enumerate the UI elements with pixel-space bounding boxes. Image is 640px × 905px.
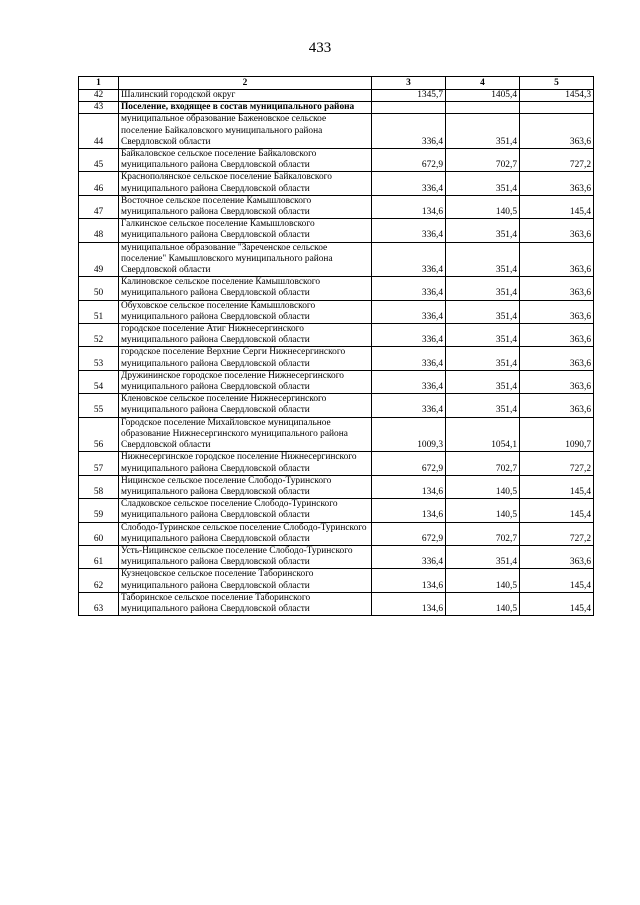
row-number-cell: 46 [79, 172, 119, 195]
municipality-name-cell: Кузнецовское сельское поселение Таборинского муниципального района Свердловской области [119, 569, 372, 592]
allocation-table [78, 76, 594, 616]
table-row [79, 475, 594, 498]
value-col4-cell [446, 102, 520, 114]
table-row [79, 149, 594, 172]
value-col5-cell: 363,6 [520, 370, 594, 393]
value-col4-cell: 351,4 [446, 219, 520, 242]
table-body [79, 90, 594, 616]
row-number-cell: 48 [79, 219, 119, 242]
value-col3-cell: 1009,3 [372, 417, 446, 452]
value-col3-cell: 134,6 [372, 499, 446, 522]
municipality-name-cell: муниципальное образование Баженовское сельское поселение Байкаловского муниципального района Свердловской области [119, 114, 372, 149]
value-col4-cell: 702,7 [446, 452, 520, 475]
table-row [79, 102, 594, 114]
column-header-row [79, 77, 594, 90]
value-col4-cell: 351,4 [446, 242, 520, 277]
table-row [79, 370, 594, 393]
value-col3-cell: 336,4 [372, 277, 446, 300]
row-number-cell: 56 [79, 417, 119, 452]
value-col4-cell: 351,4 [446, 545, 520, 568]
value-col3-cell: 134,6 [372, 569, 446, 592]
value-col5-cell: 363,6 [520, 545, 594, 568]
value-col4-cell: 702,7 [446, 522, 520, 545]
value-col4-cell: 140,5 [446, 592, 520, 615]
table-row [79, 242, 594, 277]
table-row [79, 417, 594, 452]
table-row [79, 90, 594, 102]
value-col5-cell: 1454,3 [520, 90, 594, 102]
value-col3-cell: 672,9 [372, 149, 446, 172]
value-col4-cell: 351,4 [446, 114, 520, 149]
municipality-name-cell: Ницинское сельское поселение Слободо-Туринского муниципального района Свердловской области [119, 475, 372, 498]
municipality-name-cell: городское поселение Верхние Серги Нижнесергинского муниципального района Свердловской области [119, 347, 372, 370]
municipality-name-cell: Кленовское сельское поселение Нижнесергинского муниципального района Свердловской области [119, 394, 372, 417]
value-col3-cell: 336,4 [372, 545, 446, 568]
value-col4-cell: 140,5 [446, 195, 520, 218]
value-col5-cell: 363,6 [520, 300, 594, 323]
row-number-cell: 62 [79, 569, 119, 592]
value-col3-cell: 1345,7 [372, 90, 446, 102]
municipality-name-cell: Обуховское сельское поселение Камышловского муниципального района Свердловской области [119, 300, 372, 323]
row-number-cell: 51 [79, 300, 119, 323]
table-row [79, 522, 594, 545]
value-col5-cell: 145,4 [520, 475, 594, 498]
municipality-name-cell: городское поселение Атиг Нижнесергинского муниципального района Свердловской области [119, 324, 372, 347]
column-header: 3 [372, 77, 446, 90]
value-col3-cell: 336,4 [372, 347, 446, 370]
municipality-name-cell: Дружининское городское поселение Нижнесергинского муниципального района Свердловской области [119, 370, 372, 393]
row-number-cell: 47 [79, 195, 119, 218]
table-row [79, 499, 594, 522]
value-col5-cell: 145,4 [520, 569, 594, 592]
value-col4-cell: 351,4 [446, 347, 520, 370]
value-col5-cell: 727,2 [520, 522, 594, 545]
municipality-name-cell: Калиновское сельское поселение Камышловского муниципального района Свердловской области [119, 277, 372, 300]
row-number-cell: 54 [79, 370, 119, 393]
row-number-cell: 43 [79, 102, 119, 114]
value-col4-cell: 351,4 [446, 394, 520, 417]
row-number-cell: 61 [79, 545, 119, 568]
value-col3-cell: 336,4 [372, 300, 446, 323]
municipality-name-cell: Восточное сельское поселение Камышловского муниципального района Свердловской области [119, 195, 372, 218]
value-col5-cell: 145,4 [520, 499, 594, 522]
municipality-name-cell: Байкаловское сельское поселение Байкаловского муниципального района Свердловской области [119, 149, 372, 172]
table-row [79, 195, 594, 218]
value-col5-cell: 363,6 [520, 394, 594, 417]
value-col4-cell: 140,5 [446, 499, 520, 522]
table-row [79, 219, 594, 242]
table-row [79, 545, 594, 568]
value-col5-cell: 363,6 [520, 172, 594, 195]
column-header: 1 [79, 77, 119, 90]
table-row [79, 114, 594, 149]
row-number-cell: 63 [79, 592, 119, 615]
municipality-name-cell: Слободо-Туринское сельское поселение Слободо-Туринского муниципального района Свердловской области [119, 522, 372, 545]
value-col4-cell: 1405,4 [446, 90, 520, 102]
row-number-cell: 60 [79, 522, 119, 545]
municipality-name-cell: Поселение, входящее в состав муниципального района [119, 102, 372, 114]
value-col5-cell [520, 102, 594, 114]
table-row [79, 569, 594, 592]
value-col4-cell: 351,4 [446, 370, 520, 393]
row-number-cell: 53 [79, 347, 119, 370]
table-row [79, 172, 594, 195]
value-col3-cell: 336,4 [372, 394, 446, 417]
value-col4-cell: 351,4 [446, 172, 520, 195]
value-col3-cell: 336,4 [372, 370, 446, 393]
municipality-name-cell: Краснополянское сельское поселение Байкаловского муниципального района Свердловской области [119, 172, 372, 195]
table-row [79, 277, 594, 300]
row-number-cell: 50 [79, 277, 119, 300]
municipality-name-cell: Усть-Ницинское сельское поселение Слободо-Туринского муниципального района Свердловской области [119, 545, 372, 568]
value-col4-cell: 140,5 [446, 475, 520, 498]
row-number-cell: 42 [79, 90, 119, 102]
value-col3-cell: 134,6 [372, 195, 446, 218]
value-col5-cell: 363,6 [520, 242, 594, 277]
row-number-cell: 52 [79, 324, 119, 347]
table-row [79, 347, 594, 370]
row-number-cell: 58 [79, 475, 119, 498]
value-col5-cell: 145,4 [520, 195, 594, 218]
row-number-cell: 57 [79, 452, 119, 475]
column-header: 2 [119, 77, 372, 90]
value-col5-cell: 363,6 [520, 347, 594, 370]
row-number-cell: 59 [79, 499, 119, 522]
value-col4-cell: 351,4 [446, 324, 520, 347]
row-number-cell: 44 [79, 114, 119, 149]
value-col5-cell: 363,6 [520, 277, 594, 300]
value-col3-cell: 336,4 [372, 172, 446, 195]
municipality-name-cell: Таборинское сельское поселение Таборинского муниципального района Свердловской области [119, 592, 372, 615]
value-col3-cell: 134,6 [372, 592, 446, 615]
value-col3-cell: 672,9 [372, 452, 446, 475]
row-number-cell: 45 [79, 149, 119, 172]
municipality-name-cell: Галкинское сельское поселение Камышловского муниципального района Свердловской области [119, 219, 372, 242]
value-col4-cell: 351,4 [446, 277, 520, 300]
value-col4-cell: 351,4 [446, 300, 520, 323]
value-col4-cell: 1054,1 [446, 417, 520, 452]
municipality-name-cell: Шалинский городской округ [119, 90, 372, 102]
table-row [79, 394, 594, 417]
row-number-cell: 55 [79, 394, 119, 417]
column-header: 5 [520, 77, 594, 90]
value-col5-cell: 727,2 [520, 149, 594, 172]
table-row [79, 452, 594, 475]
value-col5-cell: 1090,7 [520, 417, 594, 452]
table-row [79, 592, 594, 615]
column-header: 4 [446, 77, 520, 90]
value-col3-cell: 336,4 [372, 324, 446, 347]
value-col3-cell: 672,9 [372, 522, 446, 545]
value-col4-cell: 702,7 [446, 149, 520, 172]
value-col3-cell: 134,6 [372, 475, 446, 498]
value-col5-cell: 363,6 [520, 324, 594, 347]
page-number: 433 [308, 40, 332, 56]
value-col3-cell: 336,4 [372, 219, 446, 242]
municipality-name-cell: Сладковское сельское поселение Слободо-Туринского муниципального района Свердловской области [119, 499, 372, 522]
value-col5-cell: 727,2 [520, 452, 594, 475]
table-row [79, 300, 594, 323]
value-col5-cell: 363,6 [520, 114, 594, 149]
row-number-cell: 49 [79, 242, 119, 277]
table-row [79, 324, 594, 347]
value-col3-cell [372, 102, 446, 114]
municipality-name-cell: муниципальное образование "Зареченское сельское поселение" Камышловского муниципального района Свердловской области [119, 242, 372, 277]
municipality-name-cell: Нижнесергинское городское поселение Нижнесергинского муниципального района Свердловской области [119, 452, 372, 475]
municipality-name-cell: Городское поселение Михайловское муниципальное образование Нижнесергинского муниципального района Свердловской области [119, 417, 372, 452]
value-col5-cell: 363,6 [520, 219, 594, 242]
value-col4-cell: 140,5 [446, 569, 520, 592]
value-col3-cell: 336,4 [372, 242, 446, 277]
value-col5-cell: 145,4 [520, 592, 594, 615]
value-col3-cell: 336,4 [372, 114, 446, 149]
